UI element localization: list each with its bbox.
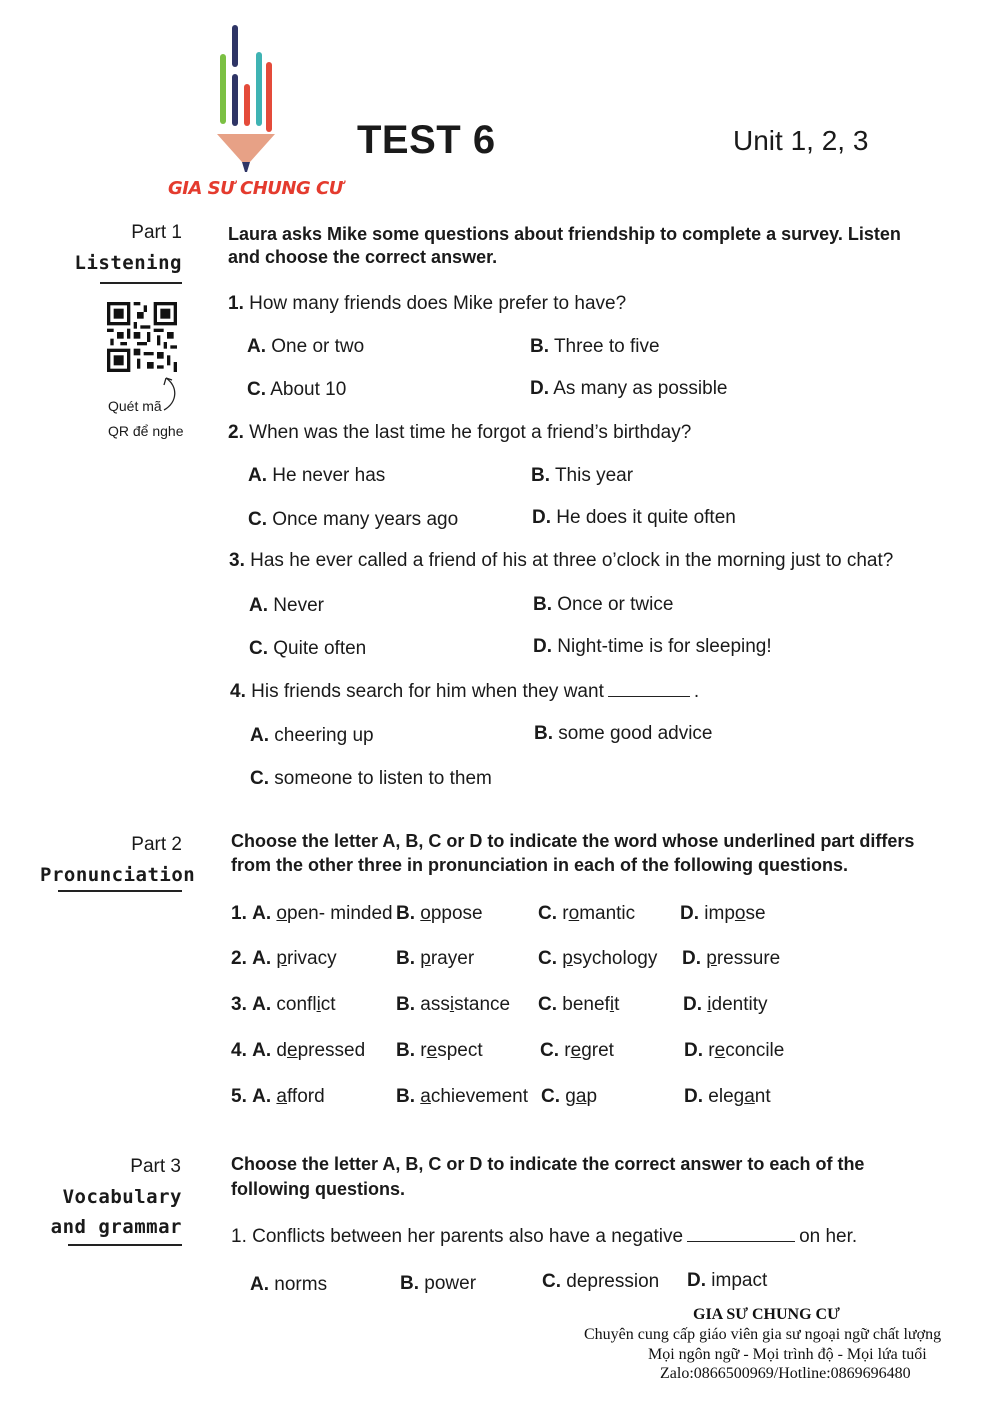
unit-label: Unit 1, 2, 3 bbox=[733, 125, 869, 156]
pronunciation-option[interactable]: C. gap bbox=[541, 1086, 598, 1107]
answer-blank[interactable] bbox=[687, 1227, 795, 1242]
pronunciation-option[interactable]: D. elegant bbox=[684, 1086, 771, 1107]
pronunciation-option[interactable]: C. psychology bbox=[538, 948, 658, 969]
answer-option[interactable]: A. One or two bbox=[247, 336, 365, 357]
answer-option[interactable]: A. norms bbox=[250, 1274, 328, 1295]
question-text: 1. Conflicts between her parents also have a negative on her. bbox=[231, 1226, 858, 1247]
pronunciation-option[interactable]: 5. A. afford bbox=[231, 1086, 325, 1107]
pronunciation-option[interactable]: 1. A. open- minded bbox=[231, 903, 393, 924]
part3-number: Part 3 bbox=[130, 1156, 181, 1177]
pronunciation-option[interactable]: 2. A. privacy bbox=[231, 948, 337, 969]
question-text bbox=[228, 293, 626, 315]
answer-option[interactable]: A. cheering up bbox=[250, 725, 374, 746]
part1-instruction-2: and choose the correct answer. bbox=[228, 247, 498, 267]
answer-option[interactable]: D. He does it quite often bbox=[532, 507, 736, 528]
part3-title-line1: Vocabulary bbox=[62, 1186, 182, 1208]
answer-option[interactable]: C. About 10 bbox=[247, 379, 347, 400]
part2-instruction-2: from the other three in pronunciation in each of the following questions. bbox=[231, 855, 849, 875]
question-text bbox=[228, 422, 691, 444]
pronunciation-option[interactable]: B. respect bbox=[396, 1040, 483, 1061]
part1-number: Part 1 bbox=[131, 222, 182, 243]
answer-option[interactable]: B. some good advice bbox=[534, 723, 713, 744]
answer-option[interactable]: A. He never has bbox=[248, 465, 386, 486]
answer-option[interactable]: A. Never bbox=[249, 595, 324, 616]
footer-title: GIA SƯ CHUNG CƯ bbox=[693, 1306, 840, 1323]
answer-option[interactable]: D. impact bbox=[687, 1270, 768, 1291]
answer-option[interactable]: C. Once many years ago bbox=[248, 509, 459, 530]
answer-option[interactable]: C. someone to listen to them bbox=[250, 768, 492, 789]
footer-tagline: Chuyên cung cấp giáo viên gia sư ngoại ngữ chất lượng bbox=[584, 1326, 942, 1343]
question-text bbox=[229, 550, 893, 572]
answer-option[interactable]: B. Three to five bbox=[530, 336, 660, 357]
answer-option[interactable]: B. This year bbox=[531, 465, 634, 486]
question-number: 4. bbox=[230, 681, 246, 702]
part3-instruction-1: Choose the letter A, B, C or D to indicate the correct answer to each of the bbox=[231, 1154, 865, 1174]
answer-blank[interactable] bbox=[608, 682, 690, 697]
part2-rule bbox=[58, 890, 182, 892]
answer-option[interactable]: D. As many as possible bbox=[530, 378, 728, 399]
question-number: 1. bbox=[231, 1226, 247, 1247]
pronunciation-option[interactable]: C. romantic bbox=[538, 903, 636, 924]
pronunciation-option[interactable]: C. benefit bbox=[538, 994, 620, 1015]
answer-option[interactable]: C. Quite often bbox=[249, 638, 367, 659]
answer-option[interactable]: B. Once or twice bbox=[533, 594, 674, 615]
pencil-logo-icon bbox=[205, 22, 285, 174]
pronunciation-option[interactable]: D. identity bbox=[683, 994, 768, 1015]
answer-option[interactable]: C. depression bbox=[542, 1271, 660, 1292]
pronunciation-option[interactable]: B. prayer bbox=[396, 948, 475, 969]
brand-logo-text: GIA SƯ CHUNG CƯ bbox=[168, 178, 343, 199]
footer-subtagline: Mọi ngôn ngữ - Mọi trình độ - Mọi lứa tuổi bbox=[648, 1346, 927, 1363]
question-text: 4. His friends search for him when they want . bbox=[230, 681, 700, 702]
qr-caption-2: QR để nghe bbox=[108, 423, 184, 439]
pronunciation-option[interactable]: B. achievement bbox=[396, 1086, 529, 1107]
question-body: Conflicts between her parents also have a negative bbox=[252, 1226, 684, 1247]
pronunciation-option[interactable]: D. impose bbox=[680, 903, 766, 924]
answer-option[interactable]: D. Night-time is for sleeping! bbox=[533, 636, 772, 657]
part1-instruction-1: Laura asks Mike some questions about friendship to complete a survey. Listen bbox=[228, 224, 901, 244]
qr-code-icon[interactable] bbox=[107, 302, 177, 372]
pronunciation-option[interactable]: 3. A. conflict bbox=[231, 994, 336, 1015]
question-number: 2. bbox=[228, 422, 244, 443]
part1-title: Listening bbox=[74, 252, 182, 274]
question-number: 1. bbox=[228, 293, 244, 314]
part3-title-line2: and grammar bbox=[50, 1216, 182, 1238]
answer-option[interactable]: B. power bbox=[400, 1273, 477, 1294]
question-body: His friends search for him when they want bbox=[251, 681, 604, 702]
part3-rule bbox=[68, 1244, 182, 1246]
pronunciation-option[interactable]: B. oppose bbox=[396, 903, 483, 924]
qr-caption-1: Quét mã bbox=[108, 398, 162, 414]
pronunciation-option[interactable]: 4. A. depressed bbox=[231, 1040, 366, 1061]
part1-rule bbox=[100, 282, 182, 284]
test-title: TEST 6 bbox=[357, 118, 496, 162]
question-body: Has he ever called a friend of his at three o’clock in the morning just to chat? bbox=[250, 550, 894, 571]
pronunciation-option[interactable]: B. assistance bbox=[396, 994, 511, 1015]
footer-contact: Zalo:0866500969/Hotline:0869696480 bbox=[660, 1365, 911, 1382]
part2-title: Pronunciation bbox=[40, 864, 196, 886]
pronunciation-option[interactable]: D. reconcile bbox=[684, 1040, 785, 1061]
part2-instruction-1: Choose the letter A, B, C or D to indicate the word whose underlined part differs bbox=[231, 831, 915, 851]
question-body: How many friends does Mike prefer to have? bbox=[249, 293, 627, 314]
question-number: 3. bbox=[229, 550, 245, 571]
part3-instruction-2: following questions. bbox=[231, 1179, 405, 1199]
pronunciation-option[interactable]: D. pressure bbox=[682, 948, 781, 969]
part2-number: Part 2 bbox=[131, 834, 182, 855]
question-body: When was the last time he forgot a friend’s birthday? bbox=[249, 422, 692, 443]
pronunciation-option[interactable]: C. regret bbox=[540, 1040, 614, 1061]
